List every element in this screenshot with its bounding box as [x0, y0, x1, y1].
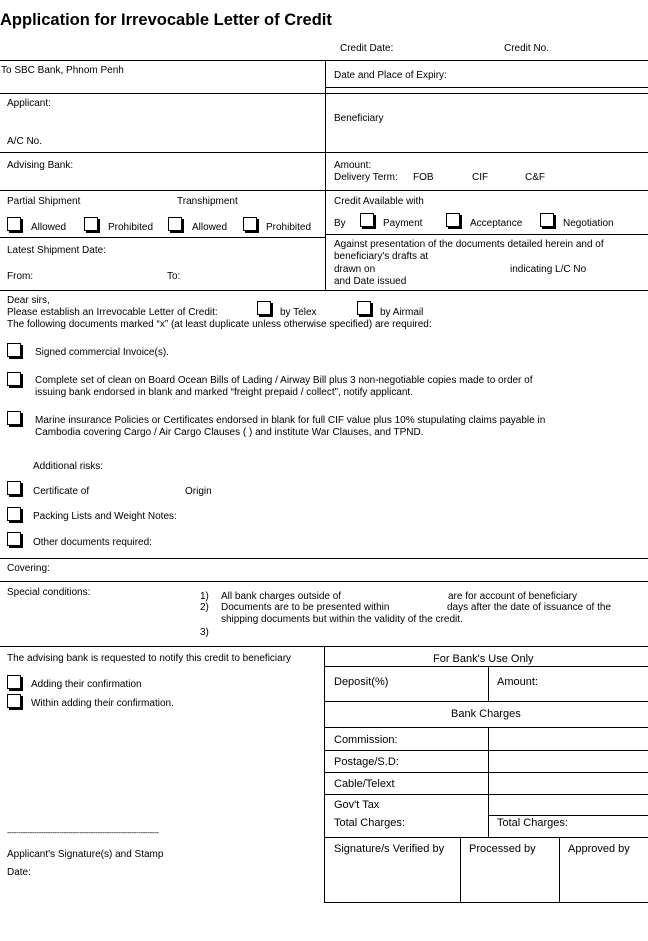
against-text-2: beneficiary's drafts at: [334, 251, 429, 262]
rule: [324, 837, 648, 838]
beneficiary-label: Beneficiary: [334, 113, 384, 124]
prohibited-label: Prohibited: [108, 222, 154, 233]
acceptance-checkbox[interactable]: [446, 213, 460, 227]
allowed-label: Allowed: [31, 222, 67, 233]
advising-bank-label: Advising Bank:: [7, 160, 74, 171]
rule: [0, 190, 648, 191]
against-text-1: Against presentation of the documents detailed herein and of: [334, 239, 604, 250]
from-label: From:: [7, 271, 34, 282]
by-label: By: [334, 218, 346, 229]
processed-by-label: Processed by: [469, 843, 536, 855]
condition-2c: shipping documents but within the validity of the credit.: [221, 614, 463, 625]
bank-use-title: For Bank's Use Only: [433, 653, 534, 665]
form-top-border: [0, 60, 648, 61]
total-charges-label: Total Charges:: [334, 817, 405, 829]
payment-checkbox[interactable]: [360, 213, 374, 227]
rule: [0, 237, 325, 238]
column-divider: [488, 727, 489, 837]
condition-2b: days after the date of issuance of the: [447, 602, 611, 613]
insurance-text-2: Cambodia covering Cargo / Air Cargo Clauses ( ) and institute War Clauses, and TPND.: [35, 427, 424, 438]
column-divider: [324, 646, 325, 902]
credit-date-label: Credit Date:: [340, 43, 394, 54]
within-confirmation-checkbox[interactable]: [7, 694, 21, 708]
credit-no-label: Credit No.: [504, 43, 550, 54]
column-divider: [559, 837, 560, 902]
rule: [0, 581, 648, 582]
rule: [488, 815, 648, 816]
rule: [324, 902, 648, 903]
ac-no-label: A/C No.: [7, 136, 43, 147]
expiry-label: Date and Place of Expiry:: [334, 70, 447, 81]
condition-number: 2): [200, 602, 209, 613]
to-bank-text: To SBC Bank, Phnom Penh: [1, 65, 124, 76]
within-confirmation-label: Within adding their confirmation.: [31, 698, 174, 709]
please-establish: Please establish an Irrevocable Letter of Credit:: [7, 307, 218, 318]
by-telex-checkbox[interactable]: [257, 301, 271, 315]
delivery-fob: FOB: [413, 172, 434, 183]
rule: [0, 93, 648, 94]
page-title: Application for Irrevocable Letter of Credit: [0, 11, 332, 29]
rule: [324, 701, 648, 702]
negotiation-label: Negotiation: [563, 218, 614, 229]
signature-line: -------------------------------------------------------------------: [7, 828, 159, 837]
rule: [0, 290, 648, 291]
tranship-allowed-checkbox[interactable]: [168, 217, 182, 231]
other-docs-checkbox[interactable]: [7, 532, 21, 546]
tranship-prohibited-checkbox[interactable]: [243, 217, 257, 231]
other-docs-label: Other documents required:: [33, 537, 152, 548]
delivery-cf: C&F: [525, 172, 545, 183]
drawn-on-label: drawn on: [334, 264, 376, 275]
column-divider: [460, 837, 461, 902]
date-issued-label: and Date issued: [334, 276, 407, 287]
condition-number: 3): [200, 627, 209, 638]
rule: [324, 772, 648, 773]
rule: [325, 87, 648, 88]
rule: [324, 666, 648, 667]
rule: [0, 558, 648, 559]
prohibited-label: Prohibited: [266, 222, 312, 233]
invoice-checkbox[interactable]: [7, 343, 21, 357]
amount-label: Amount:: [334, 160, 372, 171]
delivery-term-label: Delivery Term:: [334, 172, 398, 183]
by-airmail-label: by Airmail: [380, 307, 424, 318]
following-text: The following documents marked “x” (at least duplicate unless otherwise specified) are required:: [7, 319, 432, 330]
origin-label: Origin: [185, 486, 212, 497]
commission-label: Commission:: [334, 734, 398, 746]
credit-available-label: Credit Available with: [334, 196, 424, 207]
rule: [324, 794, 648, 795]
rule: [324, 727, 648, 728]
additional-risks-label: Additional risks:: [33, 461, 104, 472]
negotiation-checkbox[interactable]: [540, 213, 554, 227]
packing-list-checkbox[interactable]: [7, 507, 21, 521]
deposit-label: Deposit(%): [334, 676, 389, 688]
rule: [325, 234, 648, 235]
govt-tax-label: Gov't Tax: [334, 799, 380, 811]
partial-allowed-checkbox[interactable]: [7, 217, 21, 231]
column-divider: [488, 666, 489, 701]
bank-amount-label: Amount:: [497, 676, 538, 688]
special-conditions-label: Special conditions:: [7, 587, 91, 598]
condition-1a: All bank charges outside of: [221, 591, 342, 602]
delivery-cif: CIF: [472, 172, 489, 183]
rule: [324, 750, 648, 751]
cable-label: Cable/Telext: [334, 778, 395, 790]
bill-of-lading-checkbox[interactable]: [7, 372, 21, 386]
condition-1b: are for account of beneficiary: [448, 591, 577, 602]
invoice-text: Signed commercial Invoice(s).: [35, 347, 169, 358]
bank-charges-title: Bank Charges: [451, 708, 521, 720]
acceptance-label: Acceptance: [470, 218, 523, 229]
to-label: To:: [167, 271, 181, 282]
partial-shipment-label: Partial Shipment: [7, 196, 81, 207]
indicating-label: indicating L/C No: [510, 264, 587, 275]
applicant-label: Applicant:: [7, 98, 51, 109]
adding-confirmation-label: Adding their confirmation: [31, 679, 142, 690]
by-airmail-checkbox[interactable]: [357, 301, 371, 315]
adding-confirmation-checkbox[interactable]: [7, 675, 21, 689]
total-charges-label-2: Total Charges:: [497, 817, 568, 829]
covering-label: Covering:: [7, 563, 50, 574]
notify-text: The advising bank is requested to notify this credit to beneficiary: [7, 653, 292, 664]
payment-label: Payment: [383, 218, 423, 229]
condition-2a: Documents are to be presented within: [221, 602, 390, 613]
column-divider: [325, 60, 326, 290]
bill-of-lading-text-2: issuing bank endorsed in blank and marked “freight prepaid / collect”, notify applicant.: [35, 387, 413, 398]
bill-of-lading-text-1: Complete set of clean on Board Ocean Bills of Lading / Airway Bill plus 3 non-negotiable copies made to order of: [35, 375, 533, 386]
signature-verified-label: Signature/s Verified by: [334, 843, 445, 855]
approved-by-label: Approved by: [568, 843, 630, 855]
allowed-label: Allowed: [192, 222, 228, 233]
latest-shipment-label: Latest Shipment Date:: [7, 245, 106, 256]
condition-number: 1): [200, 591, 209, 602]
dear-sirs: Dear sirs,: [7, 295, 50, 306]
applicant-signature-label: Applicant's Signature(s) and Stamp: [7, 849, 164, 860]
rule: [0, 152, 648, 153]
certificate-of-label: Certificate of: [33, 486, 90, 497]
date-label: Date:: [7, 867, 31, 878]
certificate-checkbox[interactable]: [7, 481, 21, 495]
partial-prohibited-checkbox[interactable]: [84, 217, 98, 231]
insurance-checkbox[interactable]: [7, 411, 21, 425]
packing-list-label: Packing Lists and Weight Notes:: [33, 511, 177, 522]
insurance-text-1: Marine insurance Policies or Certificates endorsed in blank for full CIF value plus 10% stupulating claims payable in: [35, 415, 546, 426]
transhipment-label: Transhipment: [177, 196, 238, 207]
postage-label: Postage/S.D:: [334, 756, 399, 768]
by-telex-label: by Telex: [280, 307, 317, 318]
